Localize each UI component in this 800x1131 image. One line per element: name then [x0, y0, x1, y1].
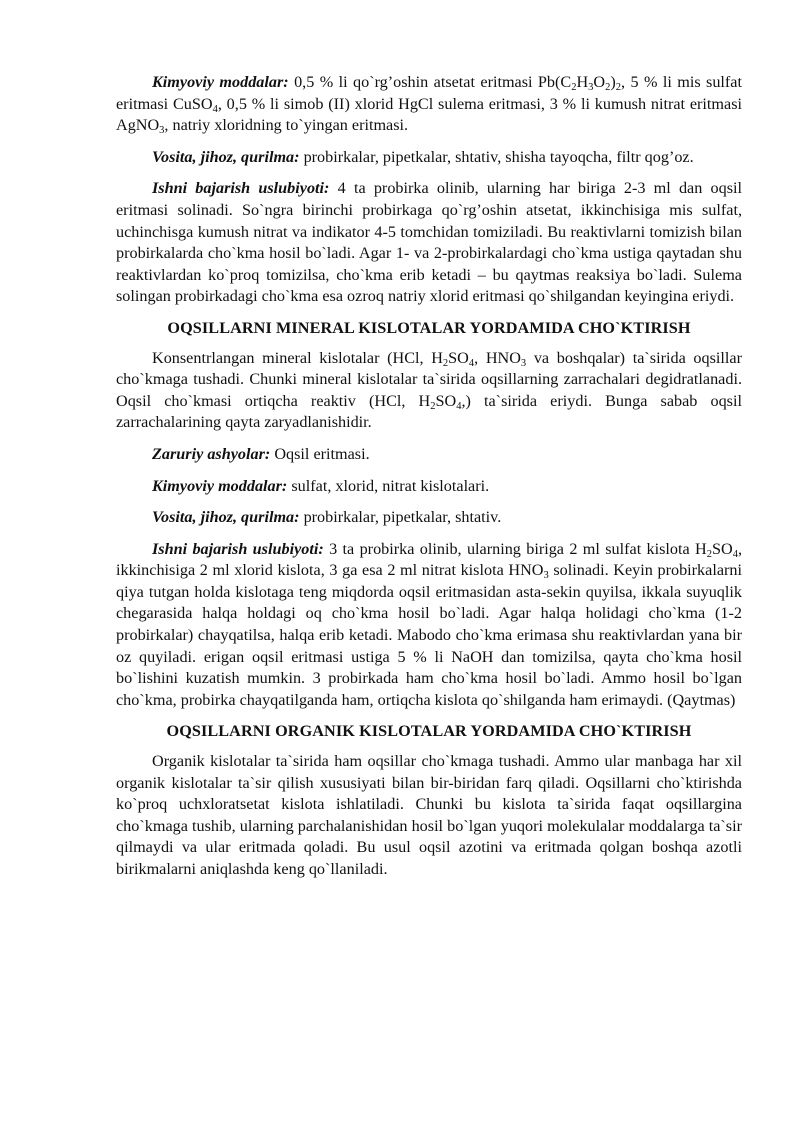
document-page — [116, 72, 742, 881]
s1-tools-lead: Vosita, jihoz, qurilma: — [152, 147, 300, 166]
s1-method-lead: Ishni bajarish uslubiyoti: — [152, 179, 330, 198]
s2-materials-paragraph: Zaruriy ashyolar: Oqsil eritmasi. — [152, 444, 370, 463]
s1-method-paragraph: Ishni bajarish uslubiyoti: 4 ta probirka olinib, ularning har biriga 2-3 ml dan oqsil eritmasi solinadi. So`ngra birinchi probirkaga qo`rg’oshin atsetat, ikkinchisiga mis sulfat, uchinchisga kumush nitrat va indikator 4-5 tomchidan tomiziladi. Bu reaktivlarni tomizish bilan probirkalarda cho`kma hosil bo`ladi. Agar 1- va 2-probirkalardagi cho`kma ustiga qaytadan shu reaktivlardan ko`proq tomizilsa, cho`kma erib ketadi – bu qaytmas reaksiya bo`ladi. Sulema solingan probirkadagi cho`kma esa ozroq natriy xlorid eritmasi qo`shilgandan keyingina eriydi. — [116, 179, 743, 306]
s2-intro-paragraph: Konsentrlangan mineral kislotalar (HCl, $H_2SO_4$, $HNO_3$ va boshqalar) ta`sirida oqsillar cho`kmaga tushadi. Chunki mineral kislotalar ta`sirida oqsillarning zarrachalari degidratlanadi. Oqsil cho`kmasi ortiqcha reaktiv (HCl, $H_2SO_4$,) ta`sirida eriydi. Bunga sabab oqsil zarrachalarining qayta zaryadlanishidir. — [116, 348, 742, 432]
mineral-acids-heading: OQSILLARNI MINERAL KISLOTALAR YORDAMIDA CHO`KTIRISH — [167, 318, 691, 337]
s2-chemicals-paragraph: Kimyoviy moddalar: sulfat, xlorid, nitrat kislotalari. — [152, 476, 490, 495]
s2-materials-lead: Zaruriy ashyolar: — [152, 444, 271, 463]
s3-paragraph: Organik kislotalar ta`sirida ham oqsillar cho`kmaga tushadi. Ammo ular manbaga har xil organik kislotalar ta`sir qilish xususiyati bilan bir-biridan farq qiladi. Oqsillarni cho`ktirishda ko`proq uchxloratsetat kislota ishlatiladi. Chunki bu kislota ta`sirida faqat oqsillargina cho`kmaga tushib, ularning parchalanishidan hosil bo`lgan yuqori molekulalar moddalarga ta`sir qilmaydi va ular eritmada qoladi. Bu usul oqsil azotini va eritmada qolgan boshqa azotli birikmalarni aniqlashda keng qo`llaniladi. — [116, 752, 742, 878]
s2-method-lead: Ishni bajarish uslubiyoti: — [152, 539, 324, 558]
s2-tools-paragraph: Vosita, jihoz, qurilma: probirkalar, pipetkalar, shtativ. — [152, 508, 502, 527]
s2-chemicals-lead: Kimyoviy moddalar: — [152, 476, 288, 495]
s2-tools-lead: Vosita, jihoz, qurilma: — [152, 508, 300, 527]
s1-chemicals-lead: Kimyoviy moddalar: — [152, 73, 289, 91]
s1-chemicals-paragraph: Kimyoviy moddalar: 0,5 % li qo`rg’oshin atsetat eritmasi $Pb(C_2H_3O_2)_2$, 5 % li mis sulfat eritmasi CuSO$_4$, 0,5 % li simob (II) xlorid HgCl sulema eritmasi, 3 % li kumush nitrat eritmasi AgNO$_3$, natriy xloridning to`yingan eritmasi. — [116, 73, 743, 137]
s1-tools-paragraph: Vosita, jihoz, qurilma: probirkalar, pipetkalar, shtativ, shisha tayoqcha, filtr qog’oz. — [152, 147, 694, 166]
s2-method-paragraph: Ishni bajarish uslubiyoti: 3 ta probirka olinib, ularning biriga 2 ml sulfat kislota $H_2SO_4$, ikkinchisiga 2 ml xlorid kislota, 3 ga esa 2 ml nitrat kislota $HNO_3$ solinadi. Keyin probirkalarni qiya tutgan holda kislotaga teng miqdorda oqsil eritmasidan asta-sekin quyilsa, ikkala suyuqlik chegarasida halqa holdagi oq cho`kma hosil bo`ladi. Agar halqa holidagi cho`kma (1-2 probirkalar) chayqatilsa, halqa erib ketadi. Mabodo cho`kma erimasa shu reaktivlardan yana bir oz quyiladi. erigan oqsil eritmasi ustiga 5 % li NaOH dan tomizilsa, qayta cho`kma hosil bo`lishini kuzatish mumkin. 3 probirkada ham cho`kma hosil bo`ladi. Ammo hosil bo`lgan cho`kma, probirka chayqatilganda ham, ortiqcha kislota qo`shilganda ham erimaydi. (Qaytmas) — [116, 539, 742, 709]
organic-acids-heading: OQSILLARNI ORGANIK KISLOTALAR YORDAMIDA CHO`KTIRISH — [166, 722, 692, 741]
